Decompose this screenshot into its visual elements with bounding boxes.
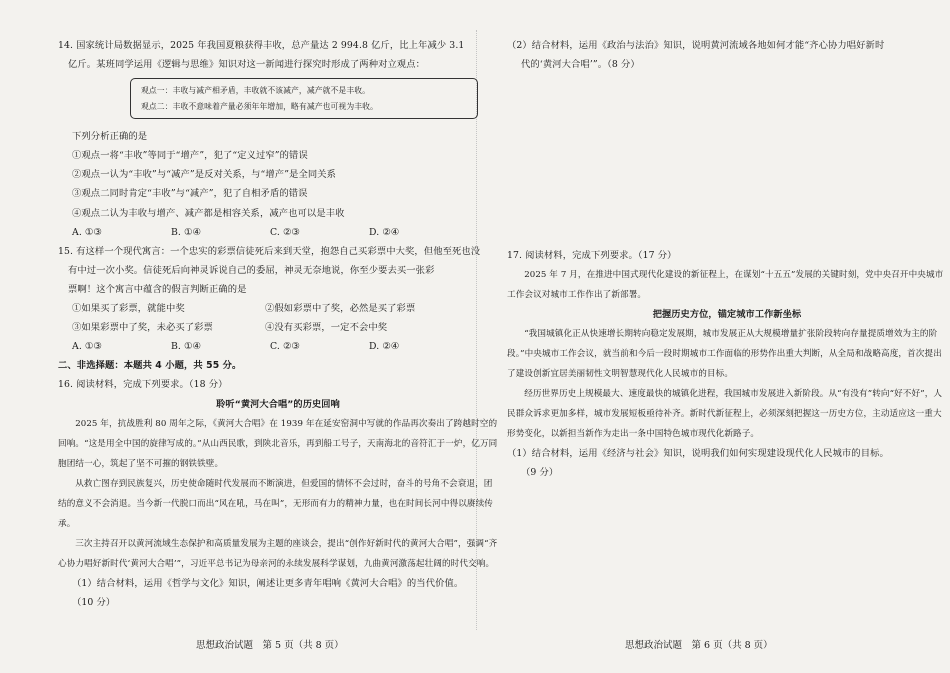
q14-statement: ②观点一认为“丰收”与“减产”是反对关系，与“增产”是全同关系	[72, 169, 337, 181]
q15-option-c: C. ②③	[270, 341, 300, 353]
q14-stem-1: 14. 国家统计局数据显示，2025 年我国夏粮获得丰收，总产量达 2 994.8 亿斤，比上年减少 3.1	[58, 40, 465, 51]
section-heading: 二、非选择题：本题共 4 小题，共 55 分。	[58, 360, 242, 372]
q16-sub-question-2: （2）结合材料，运用《政治与法治》知识，说明黄河流域各地如何才能“齐心协力唱好新时	[507, 40, 885, 51]
q16-paragraph: 从救亡图存到民族复兴，历史使命随时代发展而不断演进，但爱国的情怀不会过时，奋斗的号角不会衰退，团结的意义不会消退。当今新一代脱口而出“风在吼，马在叫”，无形而有力的精神力量，也在时间长河中得以赓续传承。	[58, 478, 493, 529]
left-page-footer: 思想政治试题 第 5 页（共 8 页）	[196, 640, 344, 651]
q16-sub-question-1-points: （10 分）	[72, 596, 116, 608]
q16-material-title: 聆听“黄河大合唱”的历史回响	[216, 398, 340, 410]
q14-option-a: A. ①③	[72, 226, 102, 238]
q17-sub-question-1: （1）结合材料，运用《经济与社会》知识，说明我们如何实现建设现代化人民城市的目标。	[507, 448, 889, 460]
q15-line: 15. 有这样一个现代寓言：一个忠实的彩票信徒死后来到天堂，抱怨自己买彩票中大奖，但他至死也没	[58, 245, 481, 257]
q16-sub-question-1: （1）结合材料，运用《哲学与文化》知识，阐述让更多青年唱响《黄河大合唱》的当代价值。	[72, 577, 464, 589]
q15-option-b: B. ①④	[171, 341, 201, 353]
q14-statement: ④观点二认为丰收与增产、减产都是相容关系，减产也可以是丰收	[72, 207, 345, 219]
q14-statement: ①观点一将“丰收”等同于“增产”，犯了“定义过窄”的错误	[72, 150, 308, 162]
q17-material-title: 把握历史方位，锚定城市工作新坐标	[652, 309, 802, 321]
q17-sub-question-1-points: （9 分）	[521, 467, 559, 479]
q14-option-b: B. ①④	[171, 226, 201, 238]
q17-paragraph: 经历世界历史上规模最大、速度最快的城镇化进程，我国城市发展进入新阶段。从“有没有”转向“好不好”，人民群众诉求更加多样，城市发展短板亟待补齐。新时代新征程上，必须深刻把握这一历史方位，主动适应这一重大形势变化，以新担当新作为走出一条中国特色城市现代化新路子。	[507, 389, 943, 440]
q14-question: 下列分析正确的是	[72, 131, 148, 143]
q15-statements	[58, 299, 498, 337]
q15-line: 有中过一次小奖。信徒死后向神灵诉说自己的委屈，神灵无奈地说，你至少要去买一张彩	[68, 264, 435, 276]
answer-space	[507, 74, 947, 246]
q15-option-a: A. ①③	[72, 341, 102, 353]
q15-options	[58, 337, 498, 356]
q16-stem: 16. 阅读材料，完成下列要求。（18 分）	[58, 379, 228, 391]
q16-paragraph: 2025 年，抗战胜利 80 周年之际，《黄河大合唱》在 1939 年在延安窑洞中写就的作品再次奏出了跨越时空的回响。“这是用全中国的旋律写成的。”从山西民歌，到陕北音乐，再到船工号子，天南海北的音符汇于一炉，亿万同胞团结一心，筑起了坚不可摧的钢铁铁壁。	[58, 418, 498, 469]
q16-paragraph: 三次主持召开以黄河流域生态保护和高质量发展为主题的座谈会，提出“创作好新时代的黄河大合唱”，强调“齐心协力唱好新时代‘黄河大合唱’”，习近平总书记为母亲河的永续发展科学谋划，九曲黄河激荡起壮阔的时代交响。	[58, 538, 498, 569]
q17-paragraph: “我国城镇化正从快速增长期转向稳定发展期，城市发展正从大规模增量扩张阶段转向存量提质增效为主的阶段。”中央城市工作会议，就当前和今后一段时期城市工作面临的形势作出重大判断，从全局和战略高度，首次提出了建设创新宜居美丽韧性文明智慧现代化人民城市的目标。	[507, 329, 942, 380]
right-page	[507, 36, 947, 483]
q15-option-d: D. ②④	[369, 341, 400, 353]
q15-statement: ④没有买彩票，一定不会中奖	[265, 322, 388, 334]
q17-stem: 17. 阅读材料，完成下列要求。（17 分）	[507, 250, 677, 262]
q14-option-d: D. ②④	[369, 226, 400, 238]
q14-options	[58, 223, 498, 242]
q14-viewpoint-box	[130, 78, 478, 119]
viewpoint-2: 观点二：丰收不意味着产量必须年年增加，略有减产也可视为丰收。	[141, 101, 378, 111]
q14-statement: ③观点二同时肯定“丰收”与“减产”，犯了自相矛盾的错误	[72, 188, 308, 200]
right-page-footer: 思想政治试题 第 6 页（共 8 页）	[625, 640, 773, 651]
q15-statement: ②假如彩票中了奖，必然是买了彩票	[265, 303, 416, 315]
q15-statement: ③如果彩票中了奖，未必买了彩票	[72, 322, 213, 334]
q17-intro: 2025 年 7 月，在推进中国式现代化建设的新征程上，在谋划“十五五”发展的关键时刻，党中央召开中央城市工作会议对城市工作作出了新部署。	[507, 270, 944, 301]
left-page	[58, 36, 498, 612]
q15-line: 票啊！这个寓言中蕴含的假言判断正确的是	[68, 283, 247, 295]
q14-stem-2: 亿斤。某班同学运用《逻辑与思维》知识对这一新闻进行探究时形成了两种对立观点：	[68, 59, 426, 71]
viewpoint-1: 观点一：丰收与减产相矛盾，丰收就不该减产，减产就不是丰收。	[141, 86, 371, 96]
q15-statement: ①如果买了彩票，就能中奖	[72, 303, 185, 315]
q16-sub-question-2-cont: 代的‘黄河大合唱’”。（8 分）	[521, 59, 640, 71]
q14-option-c: C. ②③	[270, 226, 300, 238]
